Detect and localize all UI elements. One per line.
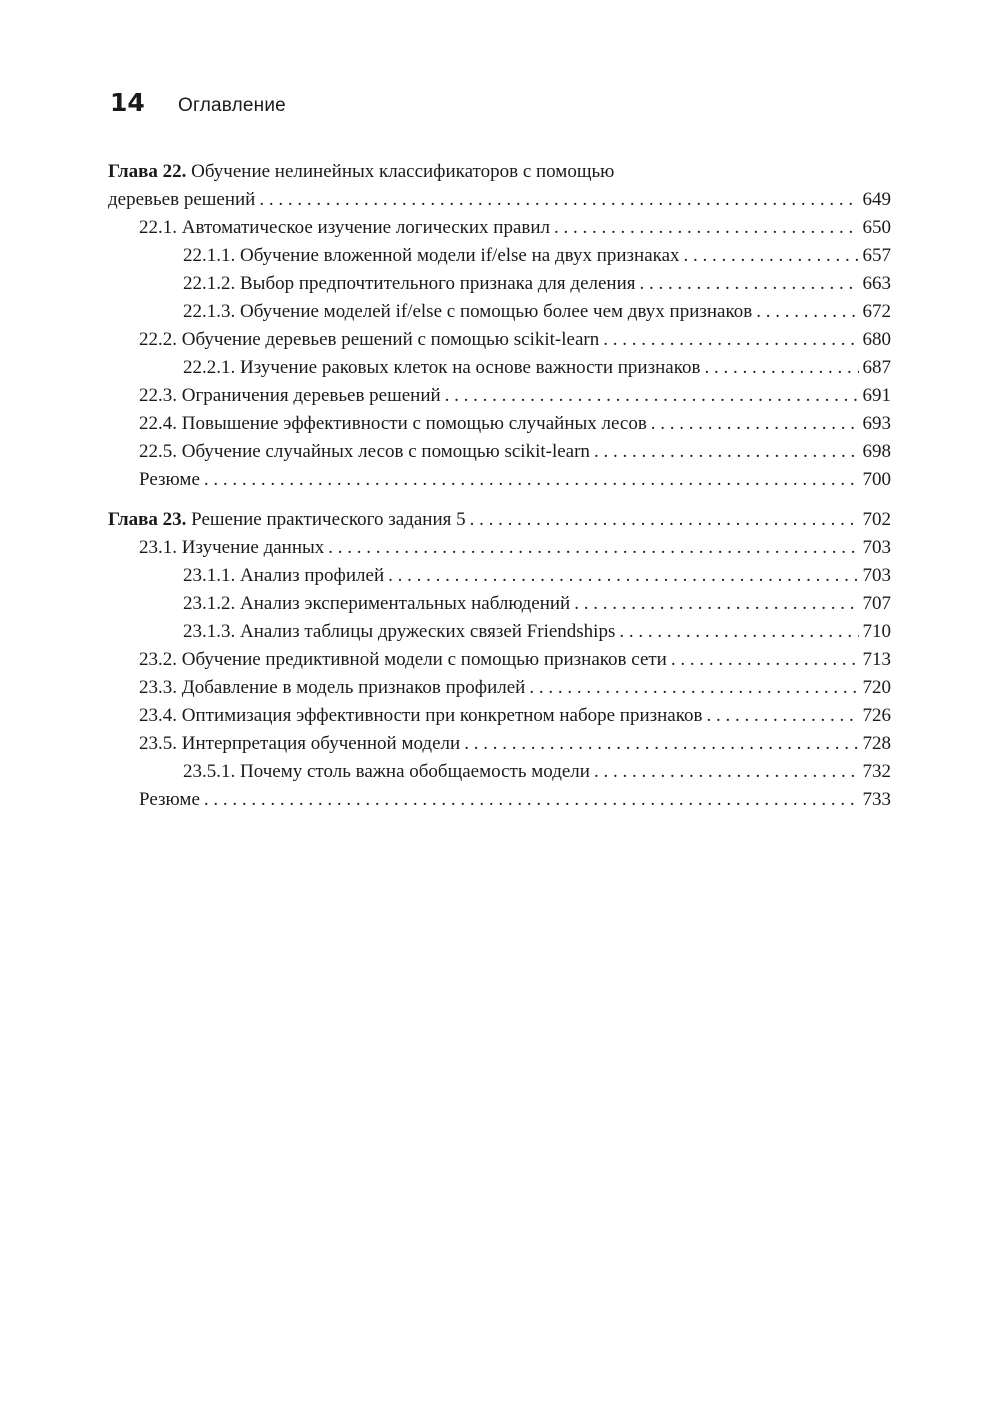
dot-leader — [328, 534, 858, 562]
entry-title: Автоматическое изучение логических правил — [181, 217, 551, 238]
entry-page: 650 — [862, 217, 891, 238]
dot-leader — [603, 326, 858, 354]
dot-leader — [529, 674, 858, 702]
toc-entry-22-5[interactable] — [108, 438, 891, 466]
entry-number: 23.1.2. — [183, 593, 236, 614]
toc-entry-23-2[interactable] — [108, 646, 891, 674]
dot-leader — [704, 354, 858, 382]
entry-number: 22.1.1. — [183, 245, 236, 266]
entry-page: 733 — [862, 789, 891, 810]
table-of-contents — [108, 158, 891, 826]
entry-page: 713 — [862, 649, 891, 670]
entry-title: Почему столь важна обобщаемость модели — [240, 761, 590, 782]
toc-entry-22-2-1[interactable] — [108, 354, 891, 382]
entry-number: 23.3. — [139, 677, 177, 698]
dot-leader — [204, 786, 859, 814]
entry-page: 680 — [862, 329, 891, 350]
chapter-23-title-row[interactable] — [108, 506, 891, 534]
entry-page: 657 — [862, 245, 891, 266]
toc-entry-22-summary[interactable] — [108, 466, 891, 494]
dot-leader — [684, 242, 859, 270]
entry-number: 22.2. — [139, 329, 177, 350]
entry-page: 700 — [862, 469, 891, 490]
toc-entry-22-3[interactable] — [108, 382, 891, 410]
toc-entry-22-2[interactable] — [108, 326, 891, 354]
dot-leader — [464, 730, 858, 758]
entry-page: 663 — [862, 273, 891, 294]
dot-leader — [554, 214, 858, 242]
dot-leader — [574, 590, 858, 618]
chapter-22-heading — [108, 158, 891, 186]
page-header — [110, 88, 286, 128]
entry-page: 728 — [862, 733, 891, 754]
toc-entry-23-1[interactable] — [108, 534, 891, 562]
dot-leader — [445, 382, 859, 410]
chapter-22-page: 649 — [862, 189, 891, 210]
dot-leader — [594, 438, 859, 466]
entry-page: 732 — [862, 761, 891, 782]
chapter-23-label: Глава 23. — [108, 509, 187, 530]
entry-page: 698 — [862, 441, 891, 462]
chapter-22-title-line2: деревьев решений — [108, 189, 256, 210]
dot-leader — [470, 506, 859, 534]
entry-number: 22.1. — [139, 217, 177, 238]
entry-number: 22.4. — [139, 413, 177, 434]
entry-page: 703 — [862, 565, 891, 586]
chapter-23 — [108, 506, 891, 814]
entry-title: Изучение раковых клеток на основе важности признаков — [240, 357, 701, 378]
entry-title: Добавление в модель признаков профилей — [181, 677, 526, 698]
page-number: 14 — [110, 88, 145, 117]
entry-number: 23.1.1. — [183, 565, 236, 586]
toc-entry-23-5[interactable] — [108, 730, 891, 758]
entry-title: Анализ экспериментальных наблюдений — [240, 593, 571, 614]
dot-leader — [706, 702, 858, 730]
entry-title: Анализ таблицы дружеских связей Friendships — [240, 621, 616, 642]
entry-page: 726 — [862, 705, 891, 726]
entry-title: Изучение данных — [181, 537, 325, 558]
entry-number: 23.4. — [139, 705, 177, 726]
entry-number: 22.3. — [139, 385, 177, 406]
entry-page: 687 — [862, 357, 891, 378]
dot-leader — [651, 410, 859, 438]
chapter-22-title-row[interactable] — [108, 186, 891, 214]
dot-leader — [619, 618, 858, 646]
toc-entry-22-1-2[interactable] — [108, 270, 891, 298]
entry-number: 23.5. — [139, 733, 177, 754]
entry-title: Обучение деревьев решений с помощью scikit-learn — [181, 329, 600, 350]
dot-leader — [594, 758, 859, 786]
dot-leader — [259, 186, 858, 214]
entry-title: Повышение эффективности с помощью случайных лесов — [181, 413, 647, 434]
toc-entry-23-5-1[interactable] — [108, 758, 891, 786]
entry-page: 693 — [862, 413, 891, 434]
chapter-23-title: Решение практического задания 5 — [191, 509, 466, 530]
entry-number: 23.1.3. — [183, 621, 236, 642]
entry-title: Ограничения деревьев решений — [181, 385, 441, 406]
entry-number: 23.2. — [139, 649, 177, 670]
entry-number: 22.1.2. — [183, 273, 236, 294]
entry-page: 710 — [862, 621, 891, 642]
entry-page: 691 — [862, 385, 891, 406]
chapter-23-page: 702 — [862, 509, 891, 530]
toc-entry-23-4[interactable] — [108, 702, 891, 730]
entry-page: 703 — [862, 537, 891, 558]
entry-title: Анализ профилей — [240, 565, 385, 586]
entry-number: 22.5. — [139, 441, 177, 462]
entry-title: Обучение вложенной модели if/else на двух признаках — [240, 245, 680, 266]
entry-title: Выбор предпочтительного признака для деления — [240, 273, 636, 294]
entry-number: 22.2.1. — [183, 357, 236, 378]
entry-page: 672 — [862, 301, 891, 322]
dot-leader — [671, 646, 859, 674]
toc-entry-23-summary[interactable] — [108, 786, 891, 814]
entry-title: Резюме — [139, 789, 200, 810]
toc-entry-23-1-2[interactable] — [108, 590, 891, 618]
entry-title: Оптимизация эффективности при конкретном наборе признаков — [181, 705, 703, 726]
toc-entry-22-1[interactable] — [108, 214, 891, 242]
entry-page: 707 — [862, 593, 891, 614]
toc-entry-22-1-3[interactable] — [108, 298, 891, 326]
toc-entry-23-1-1[interactable] — [108, 562, 891, 590]
toc-entry-23-3[interactable] — [108, 674, 891, 702]
entry-title: Обучение предиктивной модели с помощью признаков сети — [181, 649, 667, 670]
entry-title: Резюме — [139, 469, 200, 490]
entry-number: 22.1.3. — [183, 301, 236, 322]
toc-entry-22-4[interactable] — [108, 410, 891, 438]
dot-leader — [204, 466, 859, 494]
dot-leader — [388, 562, 858, 590]
entry-number: 23.5.1. — [183, 761, 236, 782]
dot-leader — [640, 270, 859, 298]
chapter-22 — [108, 158, 891, 494]
entry-page: 720 — [862, 677, 891, 698]
entry-number: 23.1. — [139, 537, 177, 558]
entry-title: Обучение моделей if/else с помощью более чем двух признаков — [240, 301, 753, 322]
running-title: Оглавление — [178, 95, 286, 116]
entry-title: Обучение случайных лесов с помощью scikit-learn — [181, 441, 590, 462]
dot-leader — [756, 298, 858, 326]
chapter-22-title-line1: Обучение нелинейных классификаторов с помощью — [191, 161, 615, 182]
toc-entry-22-1-1[interactable] — [108, 242, 891, 270]
chapter-22-label: Глава 22. — [108, 161, 187, 182]
toc-entry-23-1-3[interactable] — [108, 618, 891, 646]
entry-title: Интерпретация обученной модели — [181, 733, 461, 754]
